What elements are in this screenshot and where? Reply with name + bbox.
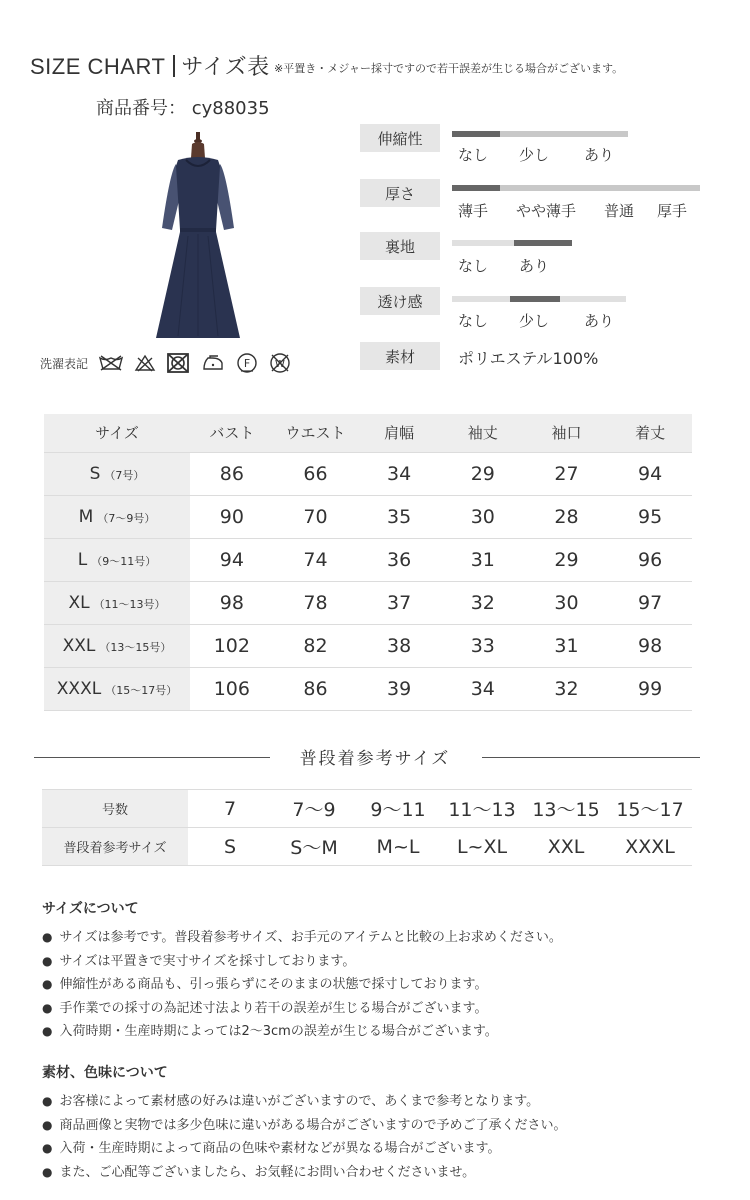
size-name: XXL: [62, 635, 96, 656]
table-cell: 29: [525, 538, 609, 581]
list-item: ● また、ご心配等ございましたら、お気軽にお問い合わせくださいませ。: [42, 1161, 567, 1185]
table-row: [44, 624, 692, 667]
no-tumble-dry-icon: [166, 352, 190, 374]
header-waist: ウエスト: [274, 414, 358, 452]
size-name: L: [77, 549, 88, 570]
no-washing-icon: [98, 354, 124, 372]
table-cell: 95: [608, 495, 692, 538]
table-cell: M~L: [356, 828, 440, 866]
table-cell: 32: [441, 581, 525, 624]
sheer-scale: [452, 296, 626, 302]
table-cell: 33: [441, 624, 525, 667]
lining-label: 裏地: [360, 232, 440, 260]
reference-table: [42, 789, 692, 866]
table-cell: 11～13: [440, 790, 524, 828]
svg-text:W: W: [275, 359, 285, 370]
table-cell: 32: [525, 667, 609, 710]
thickness-option: 普通: [604, 202, 635, 220]
size-notes-title: サイズについて: [42, 901, 139, 917]
table-cell: S～M: [272, 828, 356, 866]
size-row-label: [44, 452, 190, 495]
size-range: （15～17号）: [105, 683, 178, 697]
size-name: XXXL: [56, 678, 102, 699]
size-name: S: [89, 463, 101, 484]
size-range: （7号）: [104, 468, 145, 482]
table-cell: 90: [190, 495, 274, 538]
table-cell: 34: [441, 667, 525, 710]
no-bleach-icon: [134, 354, 156, 372]
low-iron-icon: [200, 354, 226, 372]
thickness-level: [452, 185, 500, 191]
stretch-option: あり: [584, 146, 615, 164]
size-range: （13～15号）: [99, 640, 172, 654]
measurement-note: ※平置き・メジャー採寸ですので若干誤差が生じる場合がございます。: [274, 62, 624, 75]
table-cell: 66: [274, 452, 358, 495]
thickness-scale: [452, 185, 700, 191]
table-cell: 37: [357, 581, 441, 624]
header-length: 着丈: [608, 414, 692, 452]
dry-clean-f-icon: [236, 352, 258, 374]
table-cell: 98: [190, 581, 274, 624]
material-notes-title: 素材、色味について: [42, 1065, 168, 1081]
table-cell: 7: [188, 790, 272, 828]
table-cell: 9～11: [356, 790, 440, 828]
size-table-header: [44, 414, 692, 452]
table-cell: 86: [190, 452, 274, 495]
list-item: ● サイズは平置きで実寸サイズを採寸しております。: [42, 950, 562, 974]
table-cell: XXL: [524, 828, 608, 866]
reference-row-number: [42, 790, 692, 828]
size-row-label: [44, 667, 190, 710]
size-range: （7～9号）: [97, 511, 156, 525]
table-cell: 82: [274, 624, 358, 667]
table-cell: 102: [190, 624, 274, 667]
lining-level: [514, 240, 572, 246]
lining-option: なし: [458, 257, 489, 275]
care-label-text: 洗濯表記: [40, 356, 89, 371]
table-cell: 78: [274, 581, 358, 624]
list-item: ● 伸縮性がある商品も、引っ張らずにそのままの状態で採寸しております。: [42, 973, 562, 997]
table-cell: 70: [274, 495, 358, 538]
table-cell: 7～9: [272, 790, 356, 828]
table-cell: 99: [608, 667, 692, 710]
reference-row-label: 号数: [42, 790, 188, 828]
sheer-level: [510, 296, 560, 302]
sheer-label: 透け感: [360, 287, 440, 315]
stretch-level: [452, 131, 500, 137]
size-row-label: [44, 581, 190, 624]
material-label: 素材: [360, 342, 440, 370]
lining-scale: [452, 240, 572, 246]
thickness-label: 厚さ: [360, 179, 440, 207]
reference-title: 普段着参考サイズ: [299, 749, 451, 769]
svg-text:F: F: [243, 357, 251, 370]
stretch-label: 伸縮性: [360, 124, 440, 152]
stretch-option: 少し: [519, 146, 550, 164]
table-cell: 39: [357, 667, 441, 710]
list-item: ● 商品画像と実物では多少色味に違いがある場合がございますので予めご了承ください。: [42, 1114, 567, 1138]
thickness-options: [452, 200, 712, 222]
table-cell: 86: [274, 667, 358, 710]
table-cell: 15～17: [608, 790, 692, 828]
table-cell: S: [188, 828, 272, 866]
size-name: M: [78, 506, 94, 527]
table-cell: 35: [357, 495, 441, 538]
stretch-options: [452, 144, 652, 166]
size-name: XL: [68, 592, 90, 613]
dress-image: [148, 132, 248, 342]
size-range: （9～11号）: [91, 554, 157, 568]
table-cell: 30: [525, 581, 609, 624]
header-cuff: 袖口: [525, 414, 609, 452]
size-chart-title: SIZE CHART サイズ表: [30, 54, 270, 79]
care-labels: [40, 352, 292, 374]
material-notes: [42, 1062, 567, 1184]
table-cell: 74: [274, 538, 358, 581]
material-value: ポリエステル100%: [458, 349, 599, 368]
thickness-option: やや薄手: [516, 202, 577, 220]
table-cell: L~XL: [440, 828, 524, 866]
table-cell: 106: [190, 667, 274, 710]
size-row-label: [44, 495, 190, 538]
table-cell: 13～15: [524, 790, 608, 828]
reference-row-size: [42, 828, 692, 866]
list-item: ● 入荷・生産時期によって商品の色味や素材などが異なる場合がございます。: [42, 1137, 567, 1161]
table-cell: 34: [357, 452, 441, 495]
header-shoulder: 肩幅: [357, 414, 441, 452]
table-cell: XXXL: [608, 828, 692, 866]
reference-row-label: 普段着参考サイズ: [42, 828, 188, 866]
thickness-option: 薄手: [458, 202, 489, 220]
table-cell: 36: [357, 538, 441, 581]
stretch-scale: [452, 131, 628, 137]
product-number: 商品番号： cy88035: [96, 98, 270, 119]
header-bust: バスト: [190, 414, 274, 452]
table-cell: 98: [608, 624, 692, 667]
table-cell: 30: [441, 495, 525, 538]
table-cell: 29: [441, 452, 525, 495]
table-row: [44, 667, 692, 710]
table-cell: 31: [525, 624, 609, 667]
list-item: ● 手作業での採寸の為記述寸法より若干の誤差が生じる場合がございます。: [42, 997, 562, 1021]
table-row: [44, 495, 692, 538]
thickness-option: 厚手: [657, 202, 688, 220]
sheer-option: 少し: [519, 312, 550, 330]
size-row-label: [44, 538, 190, 581]
table-cell: 27: [525, 452, 609, 495]
sheer-options: [452, 310, 652, 332]
table-cell: 31: [441, 538, 525, 581]
table-row: [44, 538, 692, 581]
header-size: サイズ: [44, 414, 190, 452]
list-item: ● サイズは参考です。普段着参考サイズ、お手元のアイテムと比較の上お求めください。: [42, 926, 562, 950]
table-row: [44, 452, 692, 495]
table-cell: 28: [525, 495, 609, 538]
stretch-option: なし: [458, 146, 489, 164]
sheer-option: あり: [584, 312, 615, 330]
header-sleeve-length: 袖丈: [441, 414, 525, 452]
lining-options: [452, 255, 592, 277]
size-notes: [42, 898, 562, 1044]
table-row: [44, 581, 692, 624]
size-range: （11～13号）: [93, 597, 166, 611]
table-cell: 38: [357, 624, 441, 667]
list-item: ● お客様によって素材感の好みは違いがございますので、あくまで参考となります。: [42, 1090, 567, 1114]
table-cell: 96: [608, 538, 692, 581]
table-cell: 94: [190, 538, 274, 581]
table-cell: 94: [608, 452, 692, 495]
size-row-label: [44, 624, 190, 667]
no-wet-clean-icon: [268, 352, 292, 374]
sheer-option: なし: [458, 312, 489, 330]
list-item: ● 入荷時期・生産時期によっては2～3cmの誤差が生じる場合がございます。: [42, 1020, 562, 1044]
lining-option: あり: [519, 257, 550, 275]
table-cell: 97: [608, 581, 692, 624]
size-table: [44, 414, 692, 711]
